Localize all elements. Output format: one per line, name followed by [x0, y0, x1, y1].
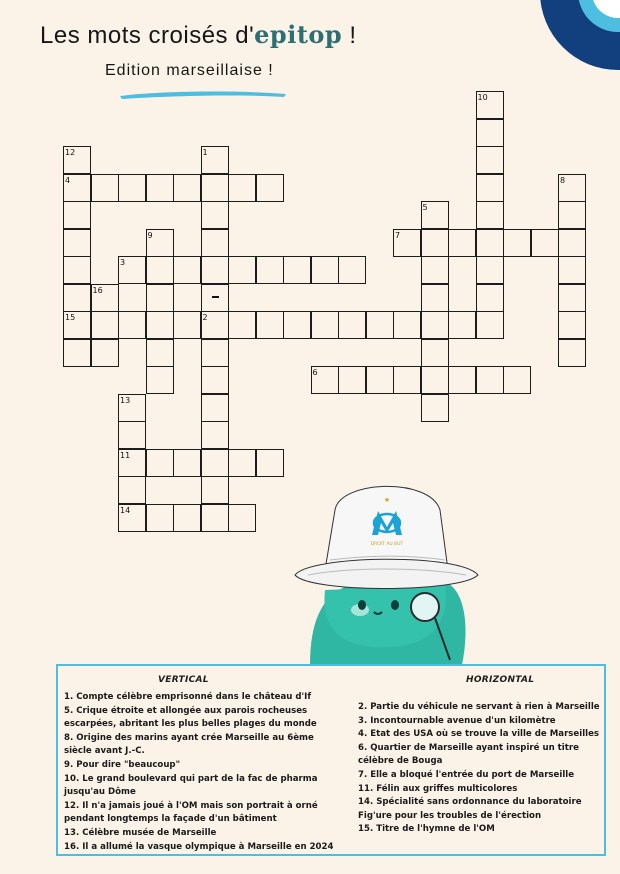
- grid-cell[interactable]: [118, 174, 146, 202]
- grid-cell[interactable]: [503, 366, 531, 394]
- grid-cell[interactable]: [63, 229, 91, 257]
- grid-cell[interactable]: [421, 284, 449, 312]
- grid-cell[interactable]: [256, 174, 284, 202]
- grid-cell[interactable]: [91, 174, 119, 202]
- horizontal-clue: 14. Spécialité sans ordonnance du laboratoire Fig'ure pour les troubles de l'érection: [358, 797, 582, 821]
- grid-cell[interactable]: [476, 201, 504, 229]
- grid-cell[interactable]: [228, 256, 256, 284]
- clue-number-label: 7: [395, 230, 401, 240]
- clue-number-label: 3: [120, 258, 126, 267]
- clue-number-label: 6: [312, 368, 318, 377]
- grid-cell[interactable]: [201, 201, 229, 229]
- grid-cell[interactable]: [256, 449, 284, 477]
- grid-cell[interactable]: [421, 339, 449, 367]
- grid-cell[interactable]: [558, 256, 586, 284]
- grid-cell[interactable]: [476, 146, 504, 174]
- grid-cell[interactable]: [256, 311, 284, 339]
- brand-name: epitop: [254, 20, 343, 49]
- grid-cell[interactable]: [118, 476, 146, 504]
- grid-cell[interactable]: [476, 229, 504, 257]
- grid-cell[interactable]: [173, 174, 201, 202]
- grid-cell[interactable]: [173, 449, 201, 477]
- grid-cell[interactable]: [146, 256, 174, 284]
- grid-cell[interactable]: [366, 311, 394, 339]
- grid-cell[interactable]: [228, 449, 256, 477]
- grid-cell[interactable]: [558, 229, 586, 257]
- grid-cell[interactable]: [476, 311, 504, 339]
- grid-cell[interactable]: [421, 394, 449, 422]
- grid-cell[interactable]: [201, 229, 229, 257]
- grid-cell[interactable]: [63, 339, 91, 367]
- vertical-clue: 9. Pour dire "beaucoup": [64, 759, 181, 770]
- clue-number-label: 11: [120, 450, 131, 460]
- hyphen-mark: [212, 296, 219, 298]
- grid-cell[interactable]: [476, 256, 504, 284]
- horizontal-clue: 15. Titre de l'hymne de l'OM: [358, 824, 495, 835]
- clues-panel: [56, 664, 606, 856]
- grid-cell[interactable]: [146, 174, 174, 202]
- grid-cell[interactable]: [558, 311, 586, 339]
- grid-cell[interactable]: [476, 284, 504, 312]
- grid-cell[interactable]: [283, 311, 311, 339]
- vertical-clue: 12. Il n'a jamais joué à l'OM mais son portrait à orné pendant longtemps la façade d'un bâtiment: [64, 800, 318, 825]
- clue-number-label: 16: [92, 285, 103, 295]
- grid-cell[interactable]: [201, 476, 229, 504]
- title-prefix: Les mots croisés d': [40, 22, 255, 49]
- grid-cell[interactable]: [476, 119, 504, 147]
- grid-cell[interactable]: [311, 256, 339, 284]
- clue-number-label: 13: [120, 395, 131, 405]
- grid-cell[interactable]: [201, 449, 229, 477]
- clue-number-label: 14: [120, 505, 131, 515]
- grid-cell[interactable]: [531, 229, 559, 257]
- grid-cell[interactable]: [393, 311, 421, 339]
- clue-number-label: 10: [477, 93, 488, 102]
- horizontal-clue: 4. Etat des USA où se trouve la ville de Marseilles: [358, 729, 600, 740]
- horizontal-clue: 6. Quartier de Marseille ayant inspiré un titre célèbre de Bouga: [358, 742, 579, 767]
- grid-cell[interactable]: [91, 311, 119, 339]
- grid-cell[interactable]: [256, 256, 284, 284]
- grid-cell[interactable]: [558, 201, 586, 229]
- grid-cell[interactable]: [118, 311, 146, 339]
- hat-badge-text: DROIT AU BUT: [370, 542, 404, 547]
- grid-cell[interactable]: [448, 229, 476, 257]
- mascot-illustration: [290, 475, 480, 665]
- grid-cell[interactable]: [63, 284, 91, 312]
- clue-number-label: 4: [65, 175, 71, 185]
- grid-cell[interactable]: [91, 339, 119, 367]
- grid-cell[interactable]: [228, 311, 256, 339]
- grid-cell[interactable]: [63, 201, 91, 229]
- clue-number-label: 9: [147, 230, 153, 240]
- grid-cell[interactable]: [421, 256, 449, 284]
- clue-number-label: 12: [65, 148, 76, 157]
- grid-cell[interactable]: [146, 339, 174, 367]
- grid-cell[interactable]: [146, 366, 174, 394]
- clue-number-label: 5: [422, 203, 428, 212]
- vertical-clue: 16. Il a allumé la vasque olympique à Marseille en 2024: [64, 841, 334, 852]
- grid-cell[interactable]: [118, 421, 146, 449]
- vertical-clue: 13. Célèbre musée de Marseille: [64, 827, 217, 838]
- svg-text:★: ★: [383, 496, 391, 504]
- grid-cell[interactable]: [283, 256, 311, 284]
- page-subtitle: Edition marseillaise !: [105, 62, 274, 79]
- grid-cell[interactable]: [421, 311, 449, 339]
- grid-cell[interactable]: [201, 339, 229, 367]
- grid-cell[interactable]: [503, 229, 531, 257]
- horizontal-clue: 2. Partie du véhicule ne servant à rien à Marseille: [358, 702, 600, 712]
- grid-cell[interactable]: [146, 311, 174, 339]
- grid-cell[interactable]: [421, 229, 449, 257]
- horizontal-clue: 11. Félin aux griffes multicolores: [358, 783, 518, 794]
- vertical-clues-title: VERTICAL: [158, 675, 209, 685]
- grid-cell[interactable]: [146, 504, 174, 532]
- grid-cell[interactable]: [201, 174, 229, 202]
- clue-number-label: 2: [202, 313, 208, 322]
- clue-number-label: 1: [202, 148, 208, 157]
- grid-cell[interactable]: [338, 366, 366, 394]
- grid-cell[interactable]: [421, 366, 449, 394]
- grid-cell[interactable]: [201, 394, 229, 422]
- grid-cell[interactable]: [173, 504, 201, 532]
- grid-cell[interactable]: [393, 366, 421, 394]
- grid-cell[interactable]: [146, 284, 174, 312]
- horizontal-clues-list: [358, 701, 602, 837]
- grid-cell[interactable]: [201, 504, 229, 532]
- vertical-clue: 10. Le grand boulevard qui part de la fac de pharma jusqu'au Dôme: [64, 773, 318, 798]
- grid-cell[interactable]: [228, 174, 256, 202]
- horizontal-clues-title: HORIZONTAL: [466, 675, 535, 685]
- grid-cell[interactable]: [173, 311, 201, 339]
- grid-cell[interactable]: [201, 421, 229, 449]
- grid-cell[interactable]: [476, 174, 504, 202]
- vertical-clues-list: [64, 691, 334, 854]
- vertical-clue: 8. Origine des marins ayant crée Marseille au 6ème siècle avant J.-C.: [64, 732, 314, 757]
- grid-cell[interactable]: [201, 366, 229, 394]
- grid-cell[interactable]: [476, 366, 504, 394]
- grid-cell[interactable]: [448, 366, 476, 394]
- grid-cell[interactable]: [338, 256, 366, 284]
- grid-cell[interactable]: [63, 256, 91, 284]
- grid-cell[interactable]: [558, 339, 586, 367]
- grid-cell[interactable]: [146, 449, 174, 477]
- grid-cell[interactable]: [311, 311, 339, 339]
- grid-cell[interactable]: [173, 256, 201, 284]
- grid-cell[interactable]: [558, 284, 586, 312]
- title-suffix: !: [342, 22, 357, 49]
- horizontal-clue: 3. Incontournable avenue d'un kilomètre: [358, 715, 556, 726]
- vertical-clue: 1. Compte célèbre emprisonné dans le château d'If: [64, 692, 312, 702]
- grid-cell[interactable]: [366, 366, 394, 394]
- grid-cell[interactable]: [201, 256, 229, 284]
- vertical-clue: 5. Crique étroite et allongée aux parois rocheuses escarpées, abritant les plus belles plages du monde: [64, 705, 317, 730]
- grid-cell[interactable]: [338, 311, 366, 339]
- clue-number-label: 15: [65, 313, 76, 322]
- grid-cell[interactable]: [448, 311, 476, 339]
- grid-cell[interactable]: [228, 504, 256, 532]
- horizontal-clue: 7. Elle a bloqué l'entrée du port de Marseille: [358, 769, 575, 780]
- clue-number-label: 8: [560, 175, 566, 185]
